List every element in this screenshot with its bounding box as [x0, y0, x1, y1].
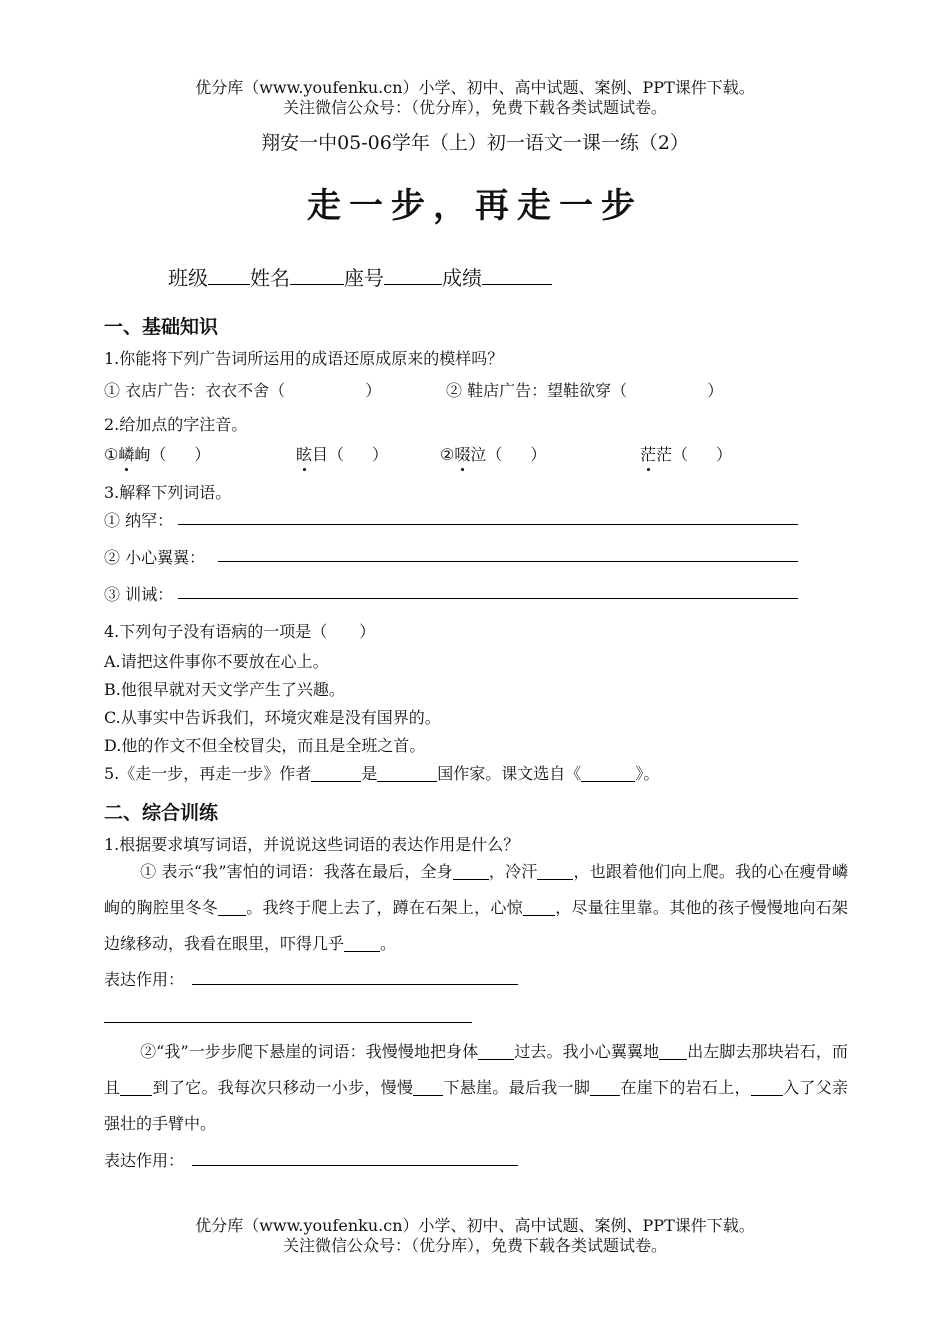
p1-blank-2[interactable] [537, 863, 573, 880]
expression-answer-line-1[interactable] [192, 984, 518, 985]
student-info-row [168, 262, 552, 291]
q2-item-4 [640, 442, 732, 465]
q2-item-3-rest: 泣（ [470, 445, 503, 464]
q2-item-3 [440, 442, 546, 465]
p2-blank-1[interactable] [478, 1043, 514, 1060]
q5-text-4: 》。 [635, 764, 660, 783]
q5-blank-country[interactable] [377, 765, 437, 782]
p2-blank-3[interactable] [120, 1079, 152, 1096]
footer-wechat-line: 关注微信公众号：（优分库），免费下载各类试题试卷。 [282, 1236, 667, 1255]
q1-prompt: 1.你能将下列广告词所运用的成语还原成原来的模样吗？ [104, 349, 504, 368]
score-blank[interactable] [482, 266, 552, 285]
p2-text-1: ②“我”一步步爬下悬崖的词语：我慢慢地把身体 [140, 1042, 479, 1061]
header-wechat-line: 关注微信公众号：（优分库），免费下载各类试题试卷。 [282, 98, 667, 117]
p1-text-3: ，也跟着他们向上爬。我的心在瘦骨嶙峋的胸腔里冬冬 [104, 862, 848, 917]
q2-prompt: 2.给加点的字注音。 [104, 415, 248, 434]
q2-item-3-marker: ② [440, 445, 455, 464]
q2-dotted-char-2: 眩 [296, 442, 312, 465]
s2-q1-prompt: 1.根据要求填写词语，并说说这些词语的表达作用是什么？ [104, 835, 520, 854]
class-blank[interactable] [208, 266, 250, 285]
q2-item-1-rest: 峋（ [134, 445, 167, 464]
q4-option[interactable]: D.他的作文不但全校冒尖，而且是全班之首。 [104, 736, 426, 755]
q1-close-b: ） [707, 381, 724, 400]
q2-close-4: ） [716, 445, 733, 464]
p2-blank-2[interactable] [659, 1043, 687, 1060]
seat-blank[interactable] [384, 266, 442, 285]
score-label: 成绩 [442, 266, 482, 290]
q3-prompt: 3.解释下列词语。 [104, 483, 232, 502]
expression-label-1: 表达作用： [104, 970, 185, 989]
q3-term-c: ③ 训诫： [104, 585, 174, 604]
expression-answer-line-2[interactable] [104, 1022, 472, 1023]
q5-line [104, 761, 659, 784]
footer-ad-line: 优分库（www.youfenku.cn）小学、初中、高中试题、案例、PPT课件下载。 [195, 1216, 755, 1235]
q5-text-1: 5.《走一步，再走一步》作者 [104, 764, 312, 783]
q2-item-1-marker: ① [104, 445, 119, 464]
q5-text-2: 是 [361, 764, 378, 783]
q5-blank-author[interactable] [311, 765, 361, 782]
p1-text-2: ，冷汗 [488, 862, 538, 881]
q2-item-2-rest: 目（ [312, 445, 345, 464]
p1-blank-1[interactable] [453, 863, 489, 880]
p1-text-5: ，尽量往里靠。其他的孩子慢慢地向石架边缘移动，我看在眼里，吓得几乎 [104, 898, 848, 953]
q3-answer-line-a[interactable] [178, 524, 798, 525]
q1-option-b-text: ② 鞋店广告：望鞋欲穿（ [446, 381, 628, 400]
class-label: 班级 [168, 266, 208, 290]
q2-dotted-char-3: 啜 [454, 442, 470, 465]
expression-answer-line-3[interactable] [192, 1165, 518, 1166]
s2-paragraph-2 [104, 1034, 848, 1142]
q2-item-4-rest: 茫（ [656, 445, 689, 464]
p2-text-2: 过去。我小心翼翼地 [514, 1042, 660, 1061]
q3-term-a: ① 纳罕： [104, 511, 174, 530]
section-2-heading: 二、综合训练 [104, 802, 219, 824]
q1-option-b [446, 378, 723, 401]
q1-close-a: ） [365, 381, 382, 400]
p2-text-3: 出左脚去那块岩石，而且 [104, 1042, 848, 1097]
name-label: 姓名 [250, 266, 290, 290]
q4-option[interactable]: B.他很早就对天文学产生了兴趣。 [104, 680, 345, 699]
q3-term-b: ② 小心翼翼： [104, 548, 206, 567]
q4-option[interactable]: A.请把这件事你不要放在心上。 [104, 652, 329, 671]
name-blank[interactable] [290, 266, 344, 285]
q2-close-1: ） [194, 445, 211, 464]
header-ad-line: 优分库（www.youfenku.cn）小学、初中、高中试题、案例、PPT课件下载。 [195, 78, 755, 97]
p2-text-4: 到了它。我每次只移动一小步，慢慢 [152, 1078, 414, 1097]
q3-answer-line-b[interactable] [218, 561, 798, 562]
section-1-heading: 一、基础知识 [104, 316, 219, 338]
q1-option-a [104, 378, 381, 401]
p2-text-6: 在崖下的岩石上， [620, 1078, 751, 1097]
p2-text-5: 下悬崖。最后我一脚 [443, 1078, 591, 1097]
exam-subtitle: 翔安一中05-06学年（上）初一语文一课一练（2） [261, 132, 689, 154]
q1-option-a-text: ① 衣店广告：衣衣不舍（ [104, 381, 286, 400]
q3-answer-line-c[interactable] [178, 598, 798, 599]
q4-option[interactable]: C.从事实中告诉我们，环境灾难是没有国界的。 [104, 708, 441, 727]
q5-text-3: 国作家。课文选自《 [437, 764, 582, 783]
q2-close-2: ） [372, 445, 389, 464]
q2-close-3: ） [530, 445, 547, 464]
p2-blank-5[interactable] [590, 1079, 620, 1096]
expression-label-2: 表达作用： [104, 1151, 185, 1170]
p1-blank-5[interactable] [344, 935, 380, 952]
page-title: 走一步，再走一步 [307, 186, 643, 226]
q5-blank-source[interactable] [581, 765, 635, 782]
p2-blank-6[interactable] [751, 1079, 783, 1096]
q2-dotted-char-1: 嶙 [118, 442, 134, 465]
p2-blank-4[interactable] [413, 1079, 443, 1096]
p1-text-4: 。我终于爬上去了，蹲在石架上，心惊 [245, 898, 523, 917]
q2-item-1 [104, 442, 210, 465]
p1-text-6: 。 [380, 934, 397, 953]
p1-text-1: ① 表示“我”害怕的词语：我落在最后，全身 [140, 862, 453, 881]
s2-paragraph-1 [104, 854, 848, 962]
q2-item-2 [296, 442, 388, 465]
p1-blank-4[interactable] [523, 899, 555, 916]
seat-label: 座号 [344, 266, 384, 290]
q2-dotted-char-4: 茫 [640, 442, 656, 465]
p2-text-7: 入了父亲强壮的手臂中。 [104, 1078, 848, 1133]
p1-blank-3[interactable] [218, 899, 246, 916]
q4-prompt: 4.下列句子没有语病的一项是（ ） [104, 622, 376, 641]
